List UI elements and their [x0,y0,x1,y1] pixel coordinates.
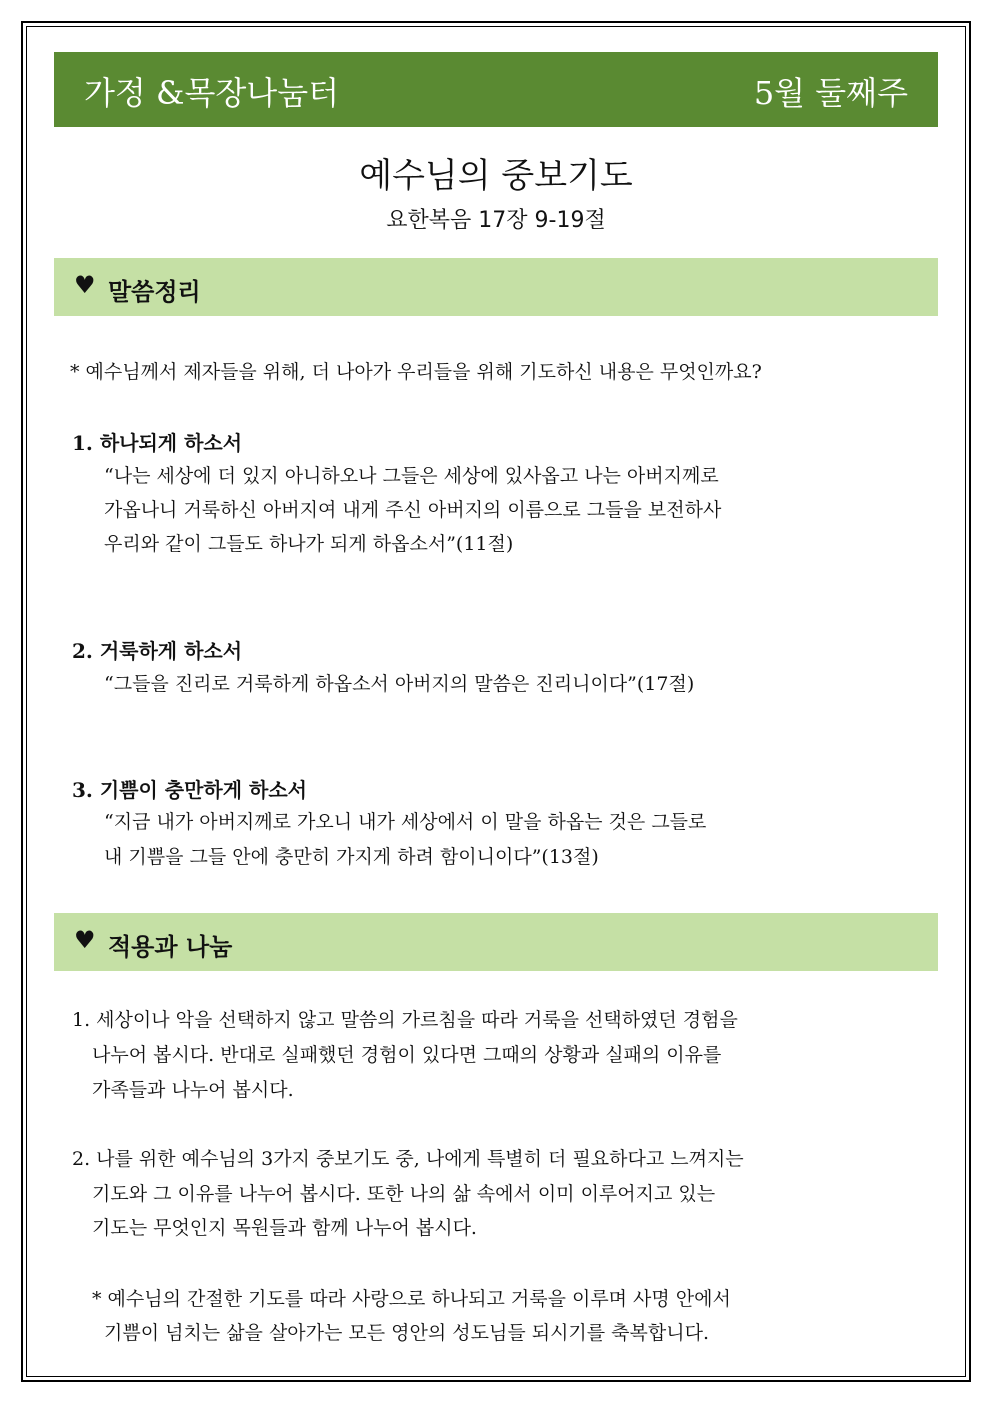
quote-line: 가옵나니 거룩하신 아버지여 내게 주신 아버지의 이름으로 그들을 보전하사 [104,499,722,521]
header-title: 가정 &목장나눔터 [84,74,340,112]
quote-line: “지금 내가 아버지께로 가오니 내가 세상에서 이 말을 하옵는 것은 그들로 [104,811,707,833]
closing-blessing: * 예수님의 간절한 기도를 따라 사랑으로 하나되고 거룩을 이루며 사명 안에서 [92,1288,731,1310]
item-title: 3. 기쁨이 충만하게 하소서 [72,778,307,802]
section-heading: 말씀정리 [108,278,201,306]
item-title: 2. 거룩하게 하소서 [72,639,243,663]
closing-blessing: 기쁨이 넘치는 삶을 살아가는 모든 영안의 성도님들 되시기를 축복합니다. [104,1322,709,1344]
discussion-line: 2. 나를 위한 예수님의 3가지 중보기도 중, 나에게 특별히 더 필요하다고 느껴지는 [72,1148,744,1170]
discussion-line: 가족들과 나누어 봅시다. [92,1079,294,1101]
header-week: 5월 둘째주 [753,74,908,112]
quote-line: “나는 세상에 더 있지 아니하오나 그들은 세상에 있사옵고 나는 아버지께로 [104,465,719,487]
discussion-line: 나누어 봅시다. 반대로 실패했던 경험이 있다면 그때의 상황과 실패의 이유를 [92,1044,722,1066]
quote-line: 내 기쁨을 그들 안에 충만히 가지게 하려 함이니이다”(13절) [104,846,599,868]
discussion-line: 1. 세상이나 악을 선택하지 않고 말씀의 가르침을 따라 거룩을 선택하였던 경험을 [72,1009,738,1031]
discussion-line: 기도는 무엇인지 목원들과 함께 나누어 봅시다. [92,1217,477,1239]
question-text: * 예수님께서 제자들을 위해, 더 나아가 우리들을 위해 기도하신 내용은 무엇인까요? [70,361,762,383]
page-title: 예수님의 중보기도 [359,156,633,196]
discussion-line: 기도와 그 이유를 나누어 봅시다. 또한 나의 삶 속에서 이미 이루어지고 있는 [92,1183,716,1205]
header-banner [54,52,938,127]
heart-icon: ♥ [74,271,96,299]
item-title: 1. 하나되게 하소서 [72,431,243,455]
section-heading: 적용과 나눔 [108,933,233,961]
section-bar-application [54,913,938,971]
heart-icon: ♥ [74,926,96,954]
section-bar-summary [54,258,938,316]
quote-line: “그들을 진리로 거룩하게 하옵소서 아버지의 말씀은 진리니이다”(17절) [104,673,695,695]
scripture-reference: 요한복음 17장 9-19절 [386,208,606,233]
quote-line: 우리와 같이 그들도 하나가 되게 하옵소서”(11절) [104,533,514,555]
